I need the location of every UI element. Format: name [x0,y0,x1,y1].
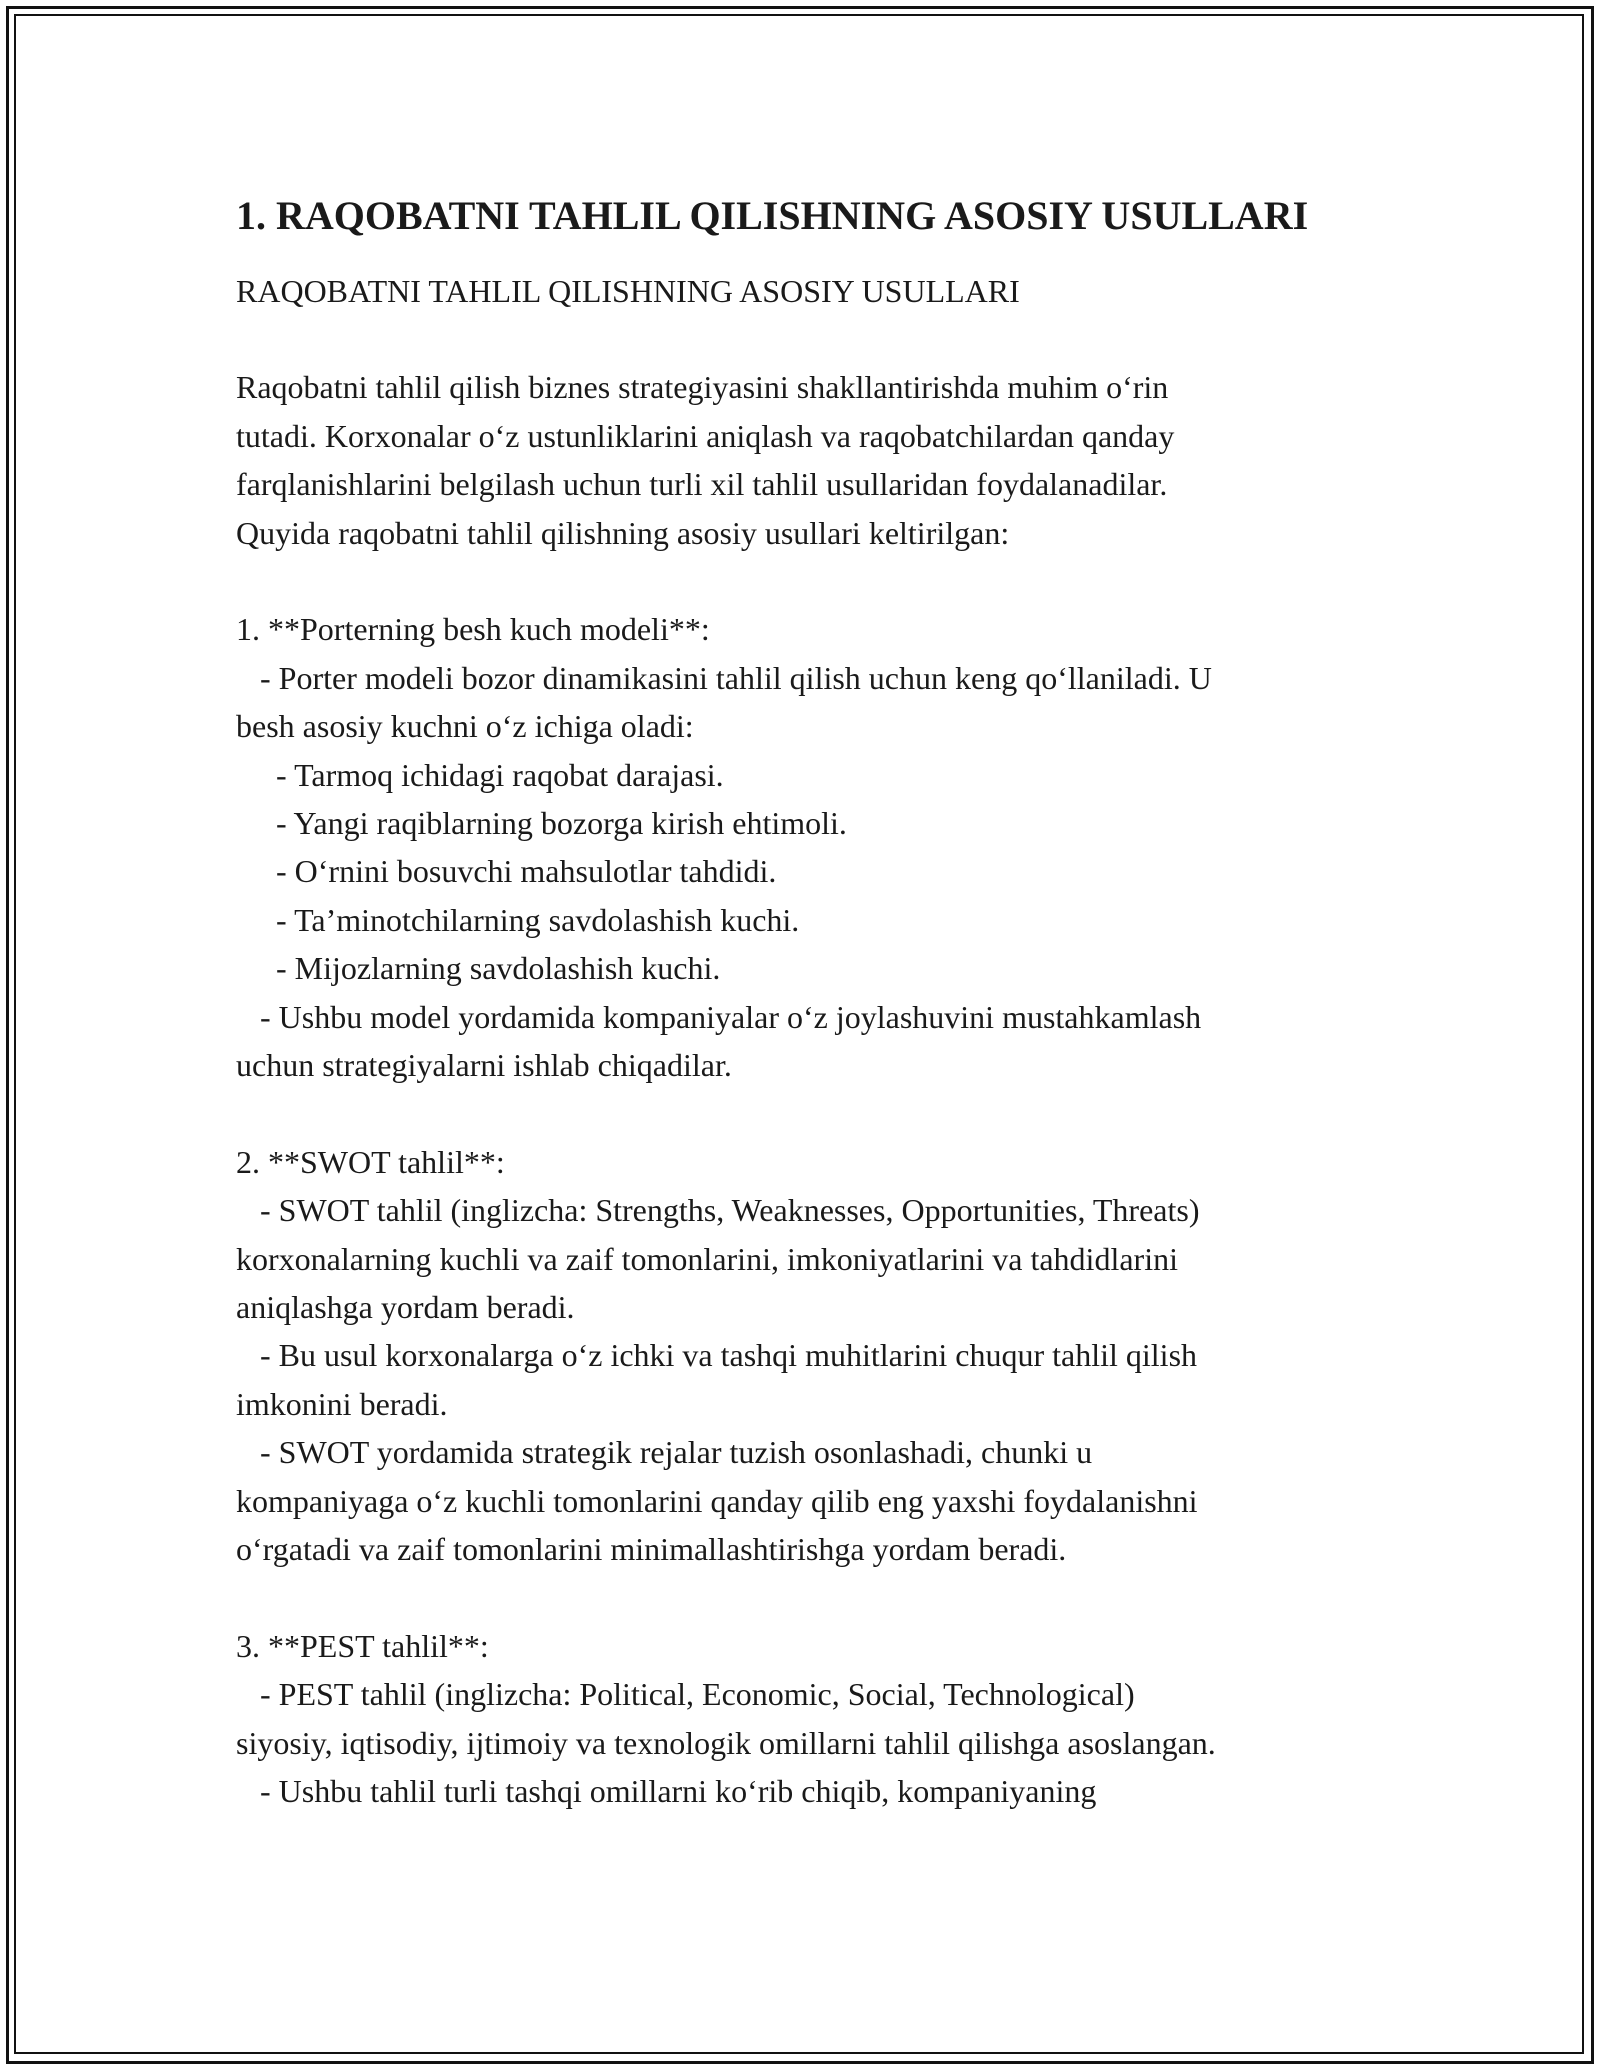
text-line: aniqlashga yordam beradi. [236,1289,575,1326]
text-line: farqlanishlarini belgilash uchun turli xil tahlil usullaridan foydalanadilar. [236,466,1168,503]
section-title: 2. **SWOT tahlil**: [236,1143,505,1180]
text-line: uchun strategiyalarni ishlab chiqadilar. [236,1047,732,1084]
text-line: siyosiy, iqtisodiy, ijtimoiy va texnologik omillarni tahlil qilishga asoslangan. [236,1724,1216,1761]
spacer [236,1089,1416,1137]
heading-text: 1. RAQOBATNI TAHLIL QILISHNING ASOSIY USULLARI [236,193,1309,238]
text-line: kompaniyaga oʻz kuchli tomonlarini qanday qilib eng yaxshi foydalanishni [236,1482,1198,1519]
document-heading [236,188,1416,243]
list-item: - Oʻrnini bosuvchi mahsulotlar tahdidi. [236,853,777,890]
spacer [236,1574,1416,1622]
section-swot [236,1138,1416,1574]
spacer [236,557,1416,605]
text-line: - Ushbu model yordamida kompaniyalar oʻz joylashuvini mustahkamlash [236,998,1202,1035]
document-page [236,188,1416,1816]
text-line: Raqobatni tahlil qilish biznes strategiyasini shakllantirishda muhim oʻrin [236,369,1169,406]
text-line: korxonalarning kuchli va zaif tomonlarini, imkoniyatlarini va tahdidlarini [236,1240,1178,1277]
intro-paragraph [236,363,1416,557]
section-title: 3. **PEST tahlil**: [236,1627,489,1664]
section-title: 1. **Porterning besh kuch modeli**: [236,611,710,648]
list-item: - Tarmoq ichidagi raqobat darajasi. [236,756,724,793]
list-item: - Yangi raqiblarning bozorga kirish ehtimoli. [236,805,847,842]
text-line: Quyida raqobatni tahlil qilishning asosiy usullari keltirilgan: [236,514,1010,551]
text-line: oʻrgatadi va zaif tomonlarini minimallashtirishga yordam beradi. [236,1531,1067,1568]
list-item: - Taʼminotchilarning savdolashish kuchi. [236,901,800,938]
text-line: - PEST tahlil (inglizcha: Political, Economic, Social, Technological) [236,1676,1135,1713]
text-line: imkonini beradi. [236,1385,448,1422]
text-line: - SWOT yordamida strategik rejalar tuzish osonlashadi, chunki u [236,1434,1093,1471]
section-pest [236,1622,1416,1816]
text-line: - SWOT tahlil (inglizcha: Strengths, Weaknesses, Opportunities, Threats) [236,1192,1200,1229]
spacer [236,315,1416,363]
text-line: - Ushbu tahlil turli tashqi omillarni koʻrib chiqib, kompaniyaning [236,1773,1097,1810]
text-line: tutadi. Korxonalar oʻz ustunliklarini aniqlash va raqobatchilardan qanday [236,417,1175,454]
text-line: - Bu usul korxonalarga oʻz ichki va tashqi muhitlarini chuqur tahlil qilish [236,1337,1198,1374]
section-porter [236,605,1416,1089]
text-line: - Porter modeli bozor dinamikasini tahlil qilish uchun keng qoʻllaniladi. U [236,659,1212,696]
list-item: - Mijozlarning savdolashish kuchi. [236,950,721,987]
document-subtitle: RAQOBATNI TAHLIL QILISHNING ASOSIY USULLARI [236,273,1020,309]
text-line: besh asosiy kuchni oʻz ichiga oladi: [236,708,694,745]
